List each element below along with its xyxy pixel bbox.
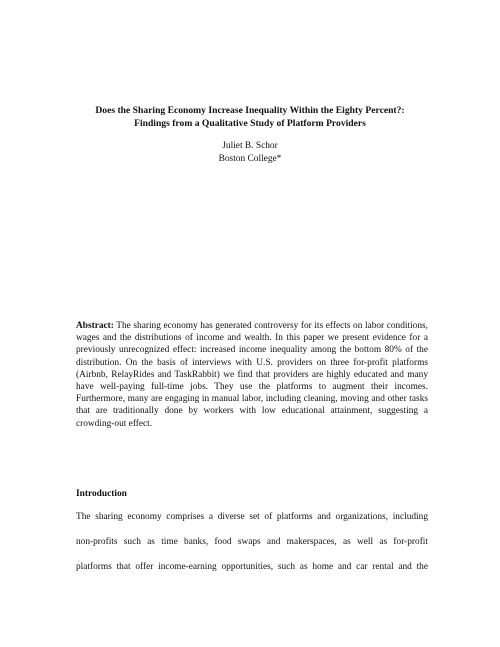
author-name: Juliet B. Schor bbox=[222, 141, 278, 151]
section-heading-introduction: Introduction bbox=[76, 489, 127, 499]
paper-title bbox=[60, 105, 440, 130]
abstract-label: Abstract: bbox=[76, 321, 114, 331]
author-block bbox=[60, 140, 440, 165]
intro-line: platforms that offer income-earning opportunities, such as home and car rental and the bbox=[76, 562, 428, 572]
introduction-body bbox=[76, 511, 428, 586]
title-line-1: Does the Sharing Economy Increase Inequality Within the Eighty Percent?: bbox=[95, 105, 405, 116]
abstract bbox=[76, 320, 428, 430]
intro-line: non-profits such as time banks, food swaps and makerspaces, as well as for-profit bbox=[76, 537, 428, 547]
title-line-2: Findings from a Qualitative Study of Platform Providers bbox=[134, 117, 366, 129]
abstract-text: The sharing economy has generated controversy for its effects on labor conditions, wages and the distributions of income and wealth. In this paper we present evidence for a previously unrecognized effect: increased income inequality among the bottom 80% of the distribution. On the basis of interviews with U.S. providers on three for-profit platforms (Airbnb, RelayRides and TaskRabbit) we find that providers are highly educated and many have well-paying full-time jobs. They use the platforms to augment their incomes. Furthermore, many are engaging in manual labor, including cleaning, moving and other tasks that are traditionally done by workers with low educational attainment, suggesting a crowding-out effect. bbox=[76, 321, 428, 429]
author-affiliation: Boston College* bbox=[218, 153, 282, 164]
intro-line: The sharing economy comprises a diverse set of platforms and organizations, including bbox=[76, 512, 428, 522]
